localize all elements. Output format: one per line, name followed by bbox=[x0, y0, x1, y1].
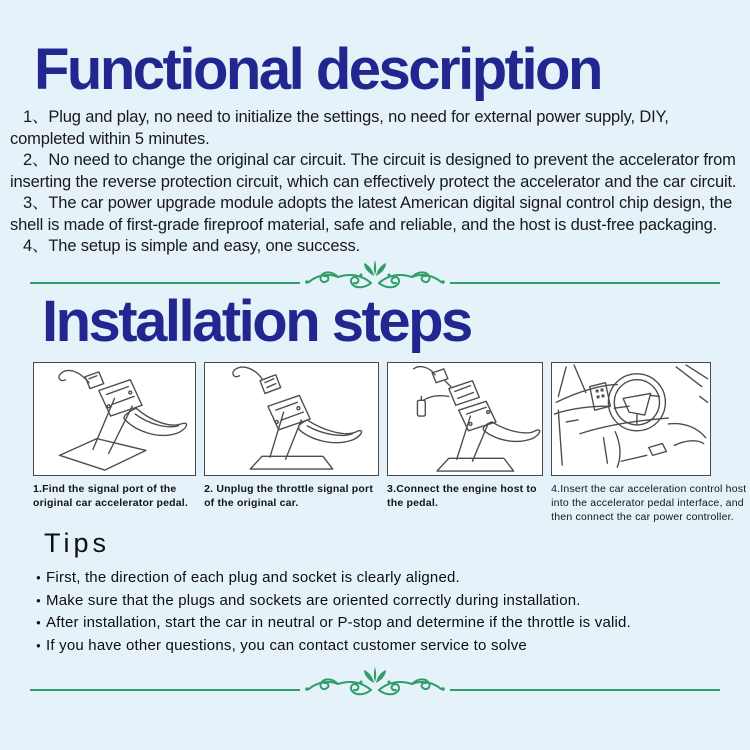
installation-steps-row bbox=[33, 362, 750, 525]
functional-item-4: 4、The setup is simple and easy, one success. bbox=[23, 237, 361, 255]
step-1 bbox=[33, 362, 196, 525]
flourish-icon bbox=[300, 260, 450, 290]
step-3 bbox=[387, 362, 543, 525]
car-dashboard-icon bbox=[552, 363, 710, 475]
divider-line-left bbox=[30, 282, 300, 284]
tip-item-1: ● First, the direction of each plug and socket is clearly aligned. bbox=[36, 567, 750, 590]
divider-line-left bbox=[30, 689, 300, 691]
step-2 bbox=[204, 362, 379, 525]
divider-line-right bbox=[450, 689, 720, 691]
step-2-caption: 2. Unplug the throttle signal port of the original car. bbox=[204, 482, 374, 509]
section-divider-bottom bbox=[30, 667, 720, 697]
tips-title: Tips bbox=[44, 528, 111, 559]
section-divider-top bbox=[30, 260, 720, 290]
installation-steps-title: Installation steps bbox=[42, 288, 471, 354]
step-4 bbox=[551, 362, 750, 525]
tip-item-2: ● Make sure that the plugs and sockets are oriented correctly during installation. bbox=[36, 590, 750, 613]
step-2-panel bbox=[204, 362, 379, 476]
step-3-caption: 3.Connect the engine host to the pedal. bbox=[387, 482, 537, 509]
functional-description-list bbox=[10, 107, 740, 258]
step-1-caption: 1.Find the signal port of the original car accelerator pedal. bbox=[33, 482, 189, 509]
step-4-caption: 4.Insert the car acceleration control host into the accelerator pedal interface, and then connect the car power controller. bbox=[551, 482, 747, 523]
tips-list bbox=[36, 567, 750, 657]
pedal-unplugged-icon bbox=[205, 363, 378, 475]
tip-item-3: ● After installation, start the car in neutral or P-stop and determine if the throttle is valid. bbox=[36, 612, 750, 635]
tip-item-4: ● If you have other questions, you can contact customer service to solve bbox=[36, 635, 750, 658]
step-3-panel bbox=[387, 362, 543, 476]
functional-description-title: Functional description bbox=[34, 37, 601, 102]
pedal-with-host-icon bbox=[388, 363, 542, 475]
pedal-with-plug-icon bbox=[34, 363, 195, 475]
functional-item-1: 1、Plug and play, no need to initialize the settings, no need for external power supply, DIY, completed within 5 minutes. bbox=[10, 108, 669, 148]
flourish-icon bbox=[300, 667, 450, 697]
step-1-panel bbox=[33, 362, 196, 476]
functional-item-3: 3、The car power upgrade module adopts the latest American digital signal control chip design, the shell is made of first-grade fireproof material, safe and reliable, and the host is dust-free packaging. bbox=[10, 194, 733, 234]
divider-line-right bbox=[450, 282, 720, 284]
functional-item-2: 2、No need to change the original car circuit. The circuit is designed to prevent the accelerator from inserting the reverse protection circuit, which can effectively protect the accelerator and the car circuit. bbox=[10, 151, 737, 191]
step-4-panel bbox=[551, 362, 711, 476]
